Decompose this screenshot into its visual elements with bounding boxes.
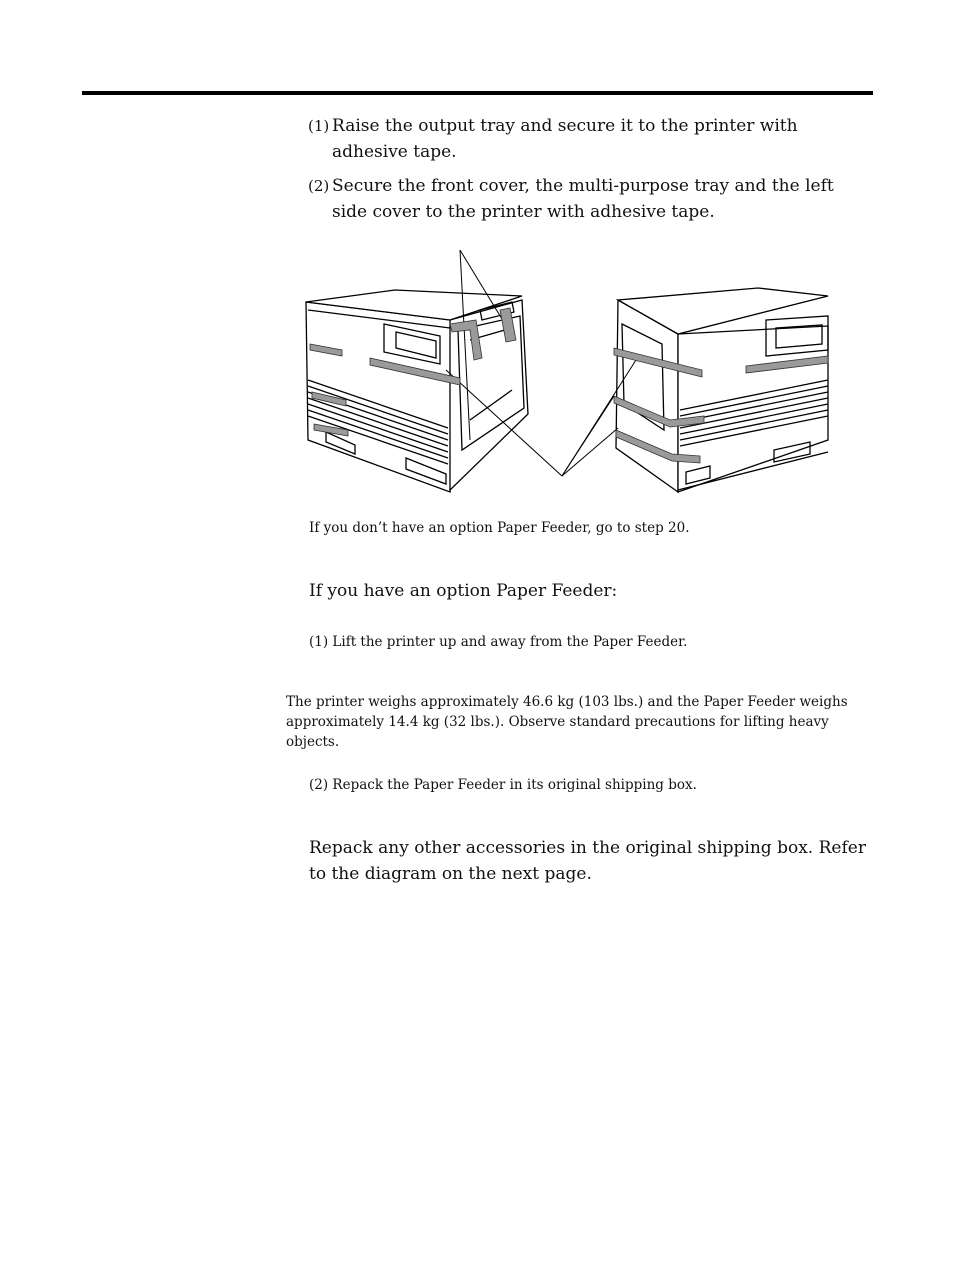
feeder-step-1: (1) Lift the printer up and away from the Paper Feeder. — [309, 634, 688, 650]
header-rule — [82, 91, 873, 95]
feeder-heading: If you have an option Paper Feeder: — [309, 581, 618, 601]
feeder-step-2: (2) Repack the Paper Feeder in its original shipping box. — [309, 777, 697, 793]
step-1 — [308, 113, 868, 165]
no-feeder-note: If you don’t have an option Paper Feeder, go to step 20. — [309, 520, 690, 536]
step-2 — [308, 173, 868, 225]
repack-instruction: Repack any other accessories in the original shipping box. Refer to the diagram on the next page. — [309, 838, 866, 884]
printer-taping-illustration — [300, 240, 840, 500]
step-2-number: (2) — [308, 177, 330, 195]
weight-warning: The printer weighs approximately 46.6 kg (103 lbs.) and the Paper Feeder weighs approximately 14.4 kg (32 lbs.). Observe standard precautions for lifting heavy objects. — [286, 694, 848, 750]
left-printer-drawing — [306, 290, 528, 492]
step-1-text: Raise the output tray and secure it to the printer with adhesive tape. — [332, 116, 798, 162]
step-2-text: Secure the front cover, the multi-purpose tray and the left side cover to the printer with adhesive tape. — [332, 176, 834, 222]
step-1-number: (1) — [308, 117, 330, 135]
right-printer-drawing — [616, 288, 828, 492]
